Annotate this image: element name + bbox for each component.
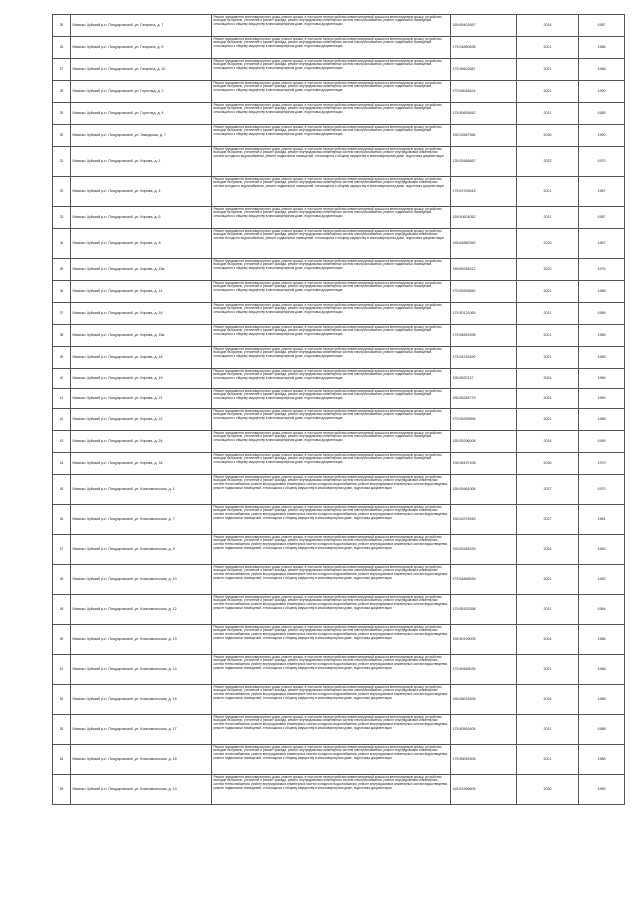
row-number: 33 — [53, 207, 71, 229]
planned-year-cell: 2021 — [517, 303, 579, 325]
cadastral-number-cell: 155:52276945 — [451, 505, 517, 535]
cadastral-number-cell: 175:54691595 — [451, 325, 517, 347]
address-cell: Мамско-Чуйский р-н, Пищукровский, ул. Кирова, д. 21 — [71, 389, 212, 409]
planned-year-cell: 2021 — [517, 81, 579, 103]
cadastral-number-cell: 155:55296008 — [451, 431, 517, 453]
table-row — [53, 281, 625, 303]
planned-year-cell: 2024 — [517, 369, 579, 389]
built-year-cell: 1969 — [579, 431, 625, 453]
works-cell: Ремонт фундамента многоквартирного дома, ремонт крыши, в том числе переустройство невентилируемой крыши на вентилируемую крышу, устройство выходов на кровлю, утепление и ремонт фасада, ремонт внутридомовых инженерных систем электроснабжения, ремонт внутридомовых инженерных систем теплоснабжения, ремонт внутридомовых инженерных систем холодного водоснабжения, ремонт внутридомовых инженерных систем водоотведения, ремонт подвальных помещений, относящихся к общему имуществу в многоквартирном доме, подготовка документации — [212, 715, 451, 745]
table-row — [53, 81, 625, 103]
row-number: 48 — [53, 565, 71, 595]
planned-year-cell: 2021 — [517, 347, 579, 369]
row-number: 29 — [53, 103, 71, 125]
address-cell: Мамско-Чуйский р-н, Пищукровский, ул. Гагарина, д. 7 — [71, 15, 212, 37]
row-number: 55 — [53, 775, 71, 805]
built-year-cell: 1990 — [579, 125, 625, 147]
built-year-cell: 1990 — [579, 81, 625, 103]
document-page — [52, 14, 606, 805]
table-row — [53, 37, 625, 59]
address-cell: Мамско-Чуйский р-н, Пищукровский, ул. Комсомольская, д. 9 — [71, 535, 212, 565]
works-cell: Ремонт фундамента многоквартирного дома, ремонт крыши, в том числе переустройство невентилируемой крыши на вентилируемую крышу, устройство выходов на кровлю, утепление и ремонт фасада, ремонт внутридомовых инженерных систем электроснабжения, ремонт внутридомовых инженерных систем теплоснабжения, ремонт внутридомовых инженерных систем холодного водоснабжения, ремонт внутридомовых инженерных систем водоотведения, ремонт подвальных помещений, относящихся к общему имуществу в многоквартирном доме, подготовка документации — [212, 565, 451, 595]
table-row — [53, 655, 625, 685]
works-cell: Ремонт фундамента многоквартирного дома, ремонт крыши, в том числе переустройство невентилируемой крыши на вентилируемую крышу, устройство выходов на кровлю, утепление и ремонт фасада, ремонт внутридомовых инженерных систем электроснабжения, ремонт внутридомовых инженерных систем холодного водоснабжения, ремонт подвальных помещений, относящихся к общему имуществу в многоквартирном доме, подготовка документации — [212, 177, 451, 207]
row-number: 47 — [53, 535, 71, 565]
works-cell: Ремонт фундамента многоквартирного дома, ремонт крыши, в том числе переустройство невентилируемой крыши на вентилируемую крышу, устройство выходов на кровлю, утепление и ремонт фасада, ремонт внутридомовых инженерных систем электроснабжения, ремонт подвальных помещений, относящихся к общему имуществу в многоквартирном доме, подготовка документации — [212, 59, 451, 81]
row-number: 26 — [53, 37, 71, 59]
address-cell: Мамско-Чуйский р-н, Пищукровский, ул. Кирова, д. 15а — [71, 325, 212, 347]
built-year-cell: 1986 — [579, 59, 625, 81]
row-number: 44 — [53, 453, 71, 475]
works-cell: Ремонт фундамента многоквартирного дома, ремонт крыши, в том числе переустройство невентилируемой крыши на вентилируемую крышу, устройство выходов на кровлю, утепление и ремонт фасада, ремонт внутридомовых инженерных систем электроснабжения, ремонт подвальных помещений, относящихся к общему имуществу в многоквартирном доме, подготовка документации — [212, 37, 451, 59]
works-cell: Ремонт фундамента многоквартирного дома, ремонт крыши, в том числе переустройство невентилируемой крыши на вентилируемую крышу, устройство выходов на кровлю, утепление и ремонт фасада, ремонт внутридомовых инженерных систем электроснабжения, ремонт подвальных помещений, относящихся к общему имуществу в многоквартирном доме, подготовка документации — [212, 369, 451, 389]
planned-year-cell: 2021 — [517, 715, 579, 745]
table-row — [53, 103, 625, 125]
cadastral-number-cell: 175:69488035 — [451, 655, 517, 685]
cadastral-number-cell: 155:92661006 — [451, 475, 517, 505]
built-year-cell: 1989 — [579, 303, 625, 325]
table-row — [53, 207, 625, 229]
planned-year-cell: 2021 — [517, 103, 579, 125]
row-number: 31 — [53, 147, 71, 177]
works-cell: Ремонт фундамента многоквартирного дома, ремонт крыши, в том числе переустройство невентилируемой крыши на вентилируемую крышу, устройство выходов на кровлю, утепление и ремонт фасада, ремонт внутридомовых инженерных систем электроснабжения, ремонт подвальных помещений, относящихся к общему имуществу в многоквартирном доме, подготовка документации — [212, 125, 451, 147]
works-cell: Ремонт фундамента многоквартирного дома, ремонт крыши, в том числе переустройство невентилируемой крыши на вентилируемую крышу, устройство выходов на кровлю, утепление и ремонт фасада, ремонт внутридомовых инженерных систем электроснабжения, ремонт внутридомовых инженерных систем теплоснабжения, ремонт внутридомовых инженерных систем холодного водоснабжения, ремонт внутридомовых инженерных систем водоотведения, ремонт подвальных помещений, относящихся к общему имуществу в многоквартирном доме, подготовка документации — [212, 505, 451, 535]
address-cell: Мамско-Чуйский р-н, Пищукровский, ул. Комсомольская, д. 13 — [71, 625, 212, 655]
table-row — [53, 325, 625, 347]
cadastral-number-cell: 175:04880628 — [451, 37, 517, 59]
built-year-cell: 1987 — [579, 177, 625, 207]
cadastral-number-cell: 175:59064824 — [451, 81, 517, 103]
cadastral-number-cell: 175:50693642 — [451, 103, 517, 125]
table-row — [53, 505, 625, 535]
built-year-cell: 1965 — [579, 369, 625, 389]
works-cell: Ремонт фундамента многоквартирного дома, ремонт крыши, в том числе переустройство невентилируемой крыши на вентилируемую крышу, устройство выходов на кровлю, утепление и ремонт фасада, ремонт внутридомовых инженерных систем электроснабжения, ремонт внутридомовых инженерных систем теплоснабжения, ремонт внутридомовых инженерных систем холодного водоснабжения, ремонт внутридомовых инженерных систем водоотведения, ремонт подвальных помещений, относящихся к общему имуществу в многоквартирном доме, подготовка документации — [212, 595, 451, 625]
row-number: 39 — [53, 347, 71, 369]
built-year-cell: 1965 — [579, 389, 625, 409]
row-number: 28 — [53, 81, 71, 103]
planned-year-cell: 2022 — [517, 147, 579, 177]
row-number: 41 — [53, 389, 71, 409]
planned-year-cell: 2024 — [517, 431, 579, 453]
row-number: 32 — [53, 177, 71, 207]
works-cell: Ремонт фундамента многоквартирного дома, ремонт крыши, в том числе переустройство невентилируемой крыши на вентилируемую крышу, устройство выходов на кровлю, утепление и ремонт фасада, ремонт внутридомовых инженерных систем электроснабжения, ремонт подвальных помещений, относящихся к общему имуществу в многоквартирном доме, подготовка документации — [212, 81, 451, 103]
planned-year-cell: 2030 — [517, 775, 579, 805]
repair-schedule-table — [52, 14, 625, 805]
works-cell: Ремонт фундамента многоквартирного дома, ремонт крыши, в том числе переустройство невентилируемой крыши на вентилируемую крышу, устройство выходов на кровлю, утепление и ремонт фасада, ремонт внутридомовых инженерных систем электроснабжения, ремонт внутридомовых инженерных систем теплоснабжения, ремонт внутридомовых инженерных систем холодного водоснабжения, ремонт внутридомовых инженерных систем водоотведения, ремонт подвальных помещений, относящихся к общему имуществу в многоквартирном доме, подготовка документации — [212, 685, 451, 715]
cadastral-number-cell: 155:5520747 — [451, 369, 517, 389]
table-row — [53, 745, 625, 775]
address-cell: Мамско-Чуйский р-н, Пищукровский, ул. Комсомольская, д. 16 — [71, 685, 212, 715]
row-number: 54 — [53, 745, 71, 775]
address-cell: Мамско-Чуйский р-н, Пищукровский, ул. Комсомольская, д. 7 — [71, 505, 212, 535]
address-cell: Мамско-Чуйский р-н, Пищукровский, ул. Комсомольская, д. 17 — [71, 715, 212, 745]
table-row — [53, 125, 625, 147]
address-cell: Мамско-Чуйский р-н, Пищукровский, ул. Комсомольская, д. 1 — [71, 475, 212, 505]
address-cell: Мамско-Чуйский р-н, Пищукровский, ул. Кирова, д. 24 — [71, 431, 212, 453]
row-number: 36 — [53, 281, 71, 303]
built-year-cell: 1988 — [579, 281, 625, 303]
cadastral-number-cell: 175:55061506 — [451, 745, 517, 775]
table-row — [53, 431, 625, 453]
planned-year-cell: 2030 — [517, 453, 579, 475]
works-cell: Ремонт фундамента многоквартирного дома, ремонт крыши, в том числе переустройство невентилируемой крыши на вентилируемую крышу, устройство выходов на кровлю, утепление и ремонт фасада, ремонт внутридомовых инженерных систем электроснабжения, ремонт подвальных помещений, относящихся к общему имуществу в многоквартирном доме, подготовка документации — [212, 259, 451, 281]
row-number: 25 — [53, 15, 71, 37]
planned-year-cell: 2027 — [517, 505, 579, 535]
works-cell: Ремонт фундамента многоквартирного дома, ремонт крыши, в том числе переустройство невентилируемой крыши на вентилируемую крышу, устройство выходов на кровлю, утепление и ремонт фасада, ремонт внутридомовых инженерных систем электроснабжения, ремонт подвальных помещений, относящихся к общему имуществу в многоквартирном доме, подготовка документации — [212, 431, 451, 453]
cadastral-number-cell: 155:50199005 — [451, 625, 517, 655]
table-row — [53, 369, 625, 389]
address-cell: Мамско-Чуйский р-н, Пищукровский, ул. Горегляд, д. 4 — [71, 103, 212, 125]
address-cell: Мамско-Чуйский р-н, Пищукровский, ул. Гагарина, д. 9 — [71, 37, 212, 59]
cadastral-number-cell: 175:95601687 — [451, 59, 517, 81]
works-cell: Ремонт фундамента многоквартирного дома, ремонт крыши, в том числе переустройство невентилируемой крыши на вентилируемую крышу, устройство выходов на кровлю, утепление и ремонт фасада, ремонт внутридомовых инженерных систем электроснабжения, ремонт внутридомовых инженерных систем теплоснабжения, ремонт внутридомовых инженерных систем холодного водоснабжения, ремонт внутридомовых инженерных систем водоотведения, ремонт подвальных помещений, относящихся к общему имуществу в многоквартирном доме, подготовка документации — [212, 745, 451, 775]
cadastral-number-cell: 175:50935830 — [451, 281, 517, 303]
table-row — [53, 229, 625, 259]
works-cell: Ремонт фундамента многоквартирного дома, ремонт крыши, в том числе переустройство невентилируемой крыши на вентилируемую крышу, устройство выходов на кровлю, утепление и ремонт фасада, ремонт внутридомовых инженерных систем электроснабжения, ремонт подвальных помещений, относящихся к общему имуществу в многоквартирном доме, подготовка документации — [212, 281, 451, 303]
row-number: 34 — [53, 229, 71, 259]
cadastral-number-cell: 175:50121065 — [451, 303, 517, 325]
table-row — [53, 535, 625, 565]
row-number: 53 — [53, 715, 71, 745]
built-year-cell: 1984 — [579, 595, 625, 625]
address-cell: Мамско-Чуйский р-н, Пищукровский, ул. Кирова, д. 18 — [71, 347, 212, 369]
row-number: 40 — [53, 369, 71, 389]
works-cell: Ремонт фундамента многоквартирного дома, ремонт крыши, в том числе переустройство невентилируемой крыши на вентилируемую крышу, устройство выходов на кровлю, утепление и ремонт фасада, ремонт внутридомовых инженерных систем электроснабжения, ремонт внутридомовых инженерных систем холодного водоснабжения, ремонт подвальных помещений, относящихся к общему имуществу в многоквартирном доме, подготовка документации — [212, 147, 451, 177]
works-cell: Ремонт фундамента многоквартирного дома, ремонт крыши, в том числе переустройство невентилируемой крыши на вентилируемую крышу, устройство выходов на кровлю, утепление и ремонт фасада, ремонт внутридомовых инженерных систем электроснабжения, ремонт внутридомовых инженерных систем теплоснабжения, ремонт внутридомовых инженерных систем холодного водоснабжения, ремонт внутридомовых инженерных систем водоотведения, ремонт подвальных помещений, относящихся к общему имуществу в многоквартирном доме, подготовка документации — [212, 625, 451, 655]
works-cell: Ремонт фундамента многоквартирного дома, ремонт крыши, в том числе переустройство невентилируемой крыши на вентилируемую крышу, устройство выходов на кровлю, утепление и ремонт фасада, ремонт внутридомовых инженерных систем электроснабжения, ремонт внутридомовых инженерных систем теплоснабжения, ремонт внутридомовых инженерных систем холодного водоснабжения, ремонт внутридомовых инженерных систем водоотведения, ремонт подвальных помещений, относящихся к общему имуществу в многоквартирном доме, подготовка документации — [212, 655, 451, 685]
table-row — [53, 177, 625, 207]
address-cell: Мамско-Чуйский р-н, Пищукровский, ул. Комсомольская, д. 19 — [71, 775, 212, 805]
cadastral-number-cell: 175:54763490 — [451, 347, 517, 369]
planned-year-cell: 2021 — [517, 37, 579, 59]
table-row — [53, 347, 625, 369]
built-year-cell: 1988 — [579, 745, 625, 775]
built-year-cell: 1987 — [579, 15, 625, 37]
works-cell: Ремонт фундамента многоквартирного дома, ремонт крыши, в том числе переустройство невентилируемой крыши на вентилируемую крышу, устройство выходов на кровлю, утепление и ремонт фасада, ремонт внутридомовых инженерных систем электроснабжения, ремонт подвальных помещений, относящихся к общему имуществу в многоквартирном доме, подготовка документации — [212, 325, 451, 347]
table-row — [53, 715, 625, 745]
built-year-cell: 1982 — [579, 565, 625, 595]
planned-year-cell: 2025 — [517, 229, 579, 259]
table-row — [53, 685, 625, 715]
address-cell: Мамско-Чуйский р-н, Пищукровский, ул. Кирова, д. 19 — [71, 369, 212, 389]
cadastral-number-cell: 175:54868539 — [451, 565, 517, 595]
address-cell: Мамско-Чуйский р-н, Пищукровский, ул. Кирова, д. 8 — [71, 229, 212, 259]
works-cell: Ремонт фундамента многоквартирного дома, ремонт крыши, в том числе переустройство невентилируемой крыши на вентилируемую крышу, устройство выходов на кровлю, утепление и ремонт фасада, ремонт внутридомовых инженерных систем электроснабжения, ремонт внутридомовых инженерных систем теплоснабжения, ремонт внутридомовых инженерных систем холодного водоснабжения, ремонт внутридомовых инженерных систем водоотведения, ремонт подвальных помещений, относящихся к общему имуществу в многоквартирном доме, подготовка документации — [212, 535, 451, 565]
works-cell: Ремонт фундамента многоквартирного дома, ремонт крыши, в том числе переустройство невентилируемой крыши на вентилируемую крышу, устройство выходов на кровлю, утепление и ремонт фасада, ремонт внутридомовых инженерных систем электроснабжения, ремонт внутридомовых инженерных систем холодного водоснабжения, ремонт подвальных помещений, относящихся к общему имуществу в многоквартирном доме, подготовка документации — [212, 229, 451, 259]
row-number: 52 — [53, 685, 71, 715]
planned-year-cell: 2021 — [517, 59, 579, 81]
table-row — [53, 389, 625, 409]
works-cell: Ремонт фундамента многоквартирного дома, ремонт крыши, в том числе переустройство невентилируемой крыши на вентилируемую крышу, устройство выходов на кровлю, утепление и ремонт фасада, ремонт внутридомовых инженерных систем электроснабжения, ремонт подвальных помещений, относящихся к общему имуществу в многоквартирном доме, подготовка документации — [212, 15, 451, 37]
table-row — [53, 775, 625, 805]
table-row — [53, 147, 625, 177]
built-year-cell: 1986 — [579, 625, 625, 655]
works-cell: Ремонт фундамента многоквартирного дома, ремонт крыши, в том числе переустройство невентилируемой крыши на вентилируемую крышу, устройство выходов на кровлю, утепление и ремонт фасада, ремонт внутридомовых инженерных систем электроснабжения, ремонт подвальных помещений, относящихся к общему имуществу в многоквартирном доме, подготовка документации — [212, 103, 451, 125]
works-cell: Ремонт фундамента многоквартирного дома, ремонт крыши, в том числе переустройство невентилируемой крыши на вентилируемую крышу, устройство выходов на кровлю, утепление и ремонт фасада, ремонт внутридомовых инженерных систем электроснабжения, ремонт подвальных помещений, относящихся к общему имуществу в многоквартирном доме, подготовка документации — [212, 303, 451, 325]
table-row — [53, 15, 625, 37]
planned-year-cell: 2030 — [517, 125, 579, 147]
works-cell: Ремонт фундамента многоквартирного дома, ремонт крыши, в том числе переустройство невентилируемой крыши на вентилируемую крышу, устройство выходов на кровлю, утепление и ремонт фасада, ремонт внутридомовых инженерных систем электроснабжения, ремонт внутридомовых инженерных систем теплоснабжения, ремонт внутридомовых инженерных систем холодного водоснабжения, ремонт внутридомовых инженерных систем водоотведения, ремонт подвальных помещений, относящихся к общему имуществу в многоквартирном доме, подготовка документации — [212, 775, 451, 805]
cadastral-number-cell: 155:55283779 — [451, 389, 517, 409]
built-year-cell: 1985 — [579, 103, 625, 125]
planned-year-cell: 2021 — [517, 207, 579, 229]
built-year-cell: 1989 — [579, 775, 625, 805]
cadastral-number-cell: 155:65091826 — [451, 685, 517, 715]
address-cell: Мамско-Чуйский р-н, Пищукровский, ул. Кирова, д. 4 — [71, 177, 212, 207]
built-year-cell: 1988 — [579, 715, 625, 745]
row-number: 50 — [53, 625, 71, 655]
table-body — [53, 15, 625, 805]
address-cell: Мамско-Чуйский р-н, Пищукровский, ул. Кирова, д. 34 — [71, 453, 212, 475]
address-cell: Мамско-Чуйский р-н, Пищукровский, ул. Комсомольская, д. 10 — [71, 565, 212, 595]
planned-year-cell: 2024 — [517, 389, 579, 409]
built-year-cell: 1970 — [579, 147, 625, 177]
address-cell: Мамско-Чуйский р-н, Пищукровский, ул. Комсомольская, д. 14 — [71, 655, 212, 685]
table-row — [53, 259, 625, 281]
address-cell: Мамско-Чуйский р-н, Пищукровский, ул. Горегляд, д. 2 — [71, 81, 212, 103]
planned-year-cell: 2021 — [517, 745, 579, 775]
cadastral-number-cell: 196:36197108 — [451, 453, 517, 475]
cadastral-number-cell: 175:55153398 — [451, 595, 517, 625]
address-cell: Мамско-Чуйский р-н, Пищукровский, ул. Кирова, д. 14 — [71, 281, 212, 303]
planned-year-cell: 2021 — [517, 177, 579, 207]
works-cell: Ремонт фундамента многоквартирного дома, ремонт крыши, в том числе переустройство невентилируемой крыши на вентилируемую крышу, устройство выходов на кровлю, утепление и ремонт фасада, ремонт внутридомовых инженерных систем электроснабжения, ремонт подвальных помещений, относящихся к общему имуществу в многоквартирном доме, подготовка документации — [212, 389, 451, 409]
row-number: 43 — [53, 431, 71, 453]
built-year-cell: 1983 — [579, 535, 625, 565]
address-cell: Мамско-Чуйский р-н, Пищукровский, ул. Гагарина, д. 10 — [71, 59, 212, 81]
table-row — [53, 625, 625, 655]
cadastral-number-cell: 189:69284912 — [451, 259, 517, 281]
built-year-cell: 1985 — [579, 347, 625, 369]
cadastral-number-cell: 135:52684867 — [451, 147, 517, 177]
table-row — [53, 475, 625, 505]
table-row — [53, 303, 625, 325]
row-number: 27 — [53, 59, 71, 81]
built-year-cell: 1987 — [579, 229, 625, 259]
row-number: 38 — [53, 325, 71, 347]
address-cell: Мамско-Чуйский р-н, Пищукровский, ул. Кирова, д. 6 — [71, 207, 212, 229]
cadastral-number-cell: 165:69402697 — [451, 15, 517, 37]
address-cell: Мамско-Чуйский р-н, Пищукровский, ул. Кирова, д. 22 — [71, 409, 212, 431]
cadastral-number-cell: 155:32567966 — [451, 125, 517, 147]
table-row — [53, 409, 625, 431]
row-number: 46 — [53, 505, 71, 535]
planned-year-cell: 2024 — [517, 685, 579, 715]
table-row — [53, 59, 625, 81]
address-cell: Мамско-Чуйский р-н, Пищукровский, ул. Кирова, д. 1 — [71, 147, 212, 177]
works-cell: Ремонт фундамента многоквартирного дома, ремонт крыши, в том числе переустройство невентилируемой крыши на вентилируемую крышу, устройство выходов на кровлю, утепление и ремонт фасада, ремонт внутридомовых инженерных систем электроснабжения, ремонт внутридомовых инженерных систем теплоснабжения, ремонт внутридомовых инженерных систем холодного водоснабжения, ремонт внутридомовых инженерных систем водоотведения, ремонт подвальных помещений, относящихся к общему имуществу в многоквартирном доме, подготовка документации — [212, 475, 451, 505]
planned-year-cell: 2027 — [517, 475, 579, 505]
planned-year-cell: 2021 — [517, 565, 579, 595]
table-row — [53, 565, 625, 595]
address-cell: Мамско-Чуйский р-н, Пищукровский, ул. Кирова, д. 15а — [71, 259, 212, 281]
row-number: 37 — [53, 303, 71, 325]
built-year-cell: 1988 — [579, 685, 625, 715]
cadastral-number-cell: 155:55184025 — [451, 535, 517, 565]
cadastral-number-cell: 175:57293043 — [451, 177, 517, 207]
works-cell: Ремонт фундамента многоквартирного дома, ремонт крыши, в том числе переустройство невентилируемой крыши на вентилируемую крышу, устройство выходов на кровлю, утепление и ремонт фасада, ремонт внутридомовых инженерных систем электроснабжения, ремонт подвальных помещений, относящихся к общему имуществу в многоквартирном доме, подготовка документации — [212, 347, 451, 369]
works-cell: Ремонт фундамента многоквартирного дома, ремонт крыши, в том числе переустройство невентилируемой крыши на вентилируемую крышу, устройство выходов на кровлю, утепление и ремонт фасада, ремонт внутридомовых инженерных систем электроснабжения, ремонт подвальных помещений, относящихся к общему имуществу в многоквартирном доме, подготовка документации — [212, 409, 451, 431]
planned-year-cell: 2024 — [517, 15, 579, 37]
planned-year-cell: 2024 — [517, 535, 579, 565]
planned-year-cell: 2022 — [517, 259, 579, 281]
row-number: 49 — [53, 595, 71, 625]
row-number: 51 — [53, 655, 71, 685]
built-year-cell: 1970 — [579, 475, 625, 505]
row-number: 30 — [53, 125, 71, 147]
built-year-cell: 1976 — [579, 259, 625, 281]
cadastral-number-cell: 175:55299895 — [451, 409, 517, 431]
built-year-cell: 1986 — [579, 655, 625, 685]
table-row — [53, 595, 625, 625]
table-row — [53, 453, 625, 475]
planned-year-cell: 2024 — [517, 625, 579, 655]
address-cell: Мамско-Чуйский р-н, Пищукровский, ул. Кирова, д. 16 — [71, 303, 212, 325]
built-year-cell: 1981 — [579, 505, 625, 535]
planned-year-cell: 2021 — [517, 655, 579, 685]
built-year-cell: 1970 — [579, 453, 625, 475]
works-cell: Ремонт фундамента многоквартирного дома, ремонт крыши, в том числе переустройство невентилируемой крыши на вентилируемую крышу, устройство выходов на кровлю, утепление и ремонт фасада, ремонт внутридомовых инженерных систем электроснабжения, ремонт подвальных помещений, относящихся к общему имуществу в многоквартирном доме, подготовка документации — [212, 453, 451, 475]
row-number: 42 — [53, 409, 71, 431]
address-cell: Мамско-Чуйский р-н, Пищукровский, ул. Комсомольская, д. 12 — [71, 595, 212, 625]
planned-year-cell: 2021 — [517, 325, 579, 347]
built-year-cell: 1987 — [579, 207, 625, 229]
cadastral-number-cell: 175:50561605 — [451, 715, 517, 745]
row-number: 45 — [53, 475, 71, 505]
address-cell: Мамско-Чуйский р-н, Пищукровский, ул. Комсомольская, д. 18 — [71, 745, 212, 775]
planned-year-cell: 2021 — [517, 595, 579, 625]
works-cell: Ремонт фундамента многоквартирного дома, ремонт крыши, в том числе переустройство невентилируемой крыши на вентилируемую крышу, устройство выходов на кровлю, утепление и ремонт фасада, ремонт внутридомовых инженерных систем электроснабжения, ремонт подвальных помещений, относящихся к общему имуществу в многоквартирном доме, подготовка документации — [212, 207, 451, 229]
cadastral-number-cell: 155:64682390 — [451, 229, 517, 259]
built-year-cell: 1986 — [579, 37, 625, 59]
cadastral-number-cell: 159:50624052 — [451, 207, 517, 229]
planned-year-cell: 2021 — [517, 281, 579, 303]
planned-year-cell: 2021 — [517, 409, 579, 431]
row-number: 35 — [53, 259, 71, 281]
built-year-cell: 1985 — [579, 325, 625, 347]
address-cell: Мамско-Чуйский р-н, Пищукровский, ул. Заводская, д. 7 — [71, 125, 212, 147]
cadastral-number-cell: 165:51996605 — [451, 775, 517, 805]
built-year-cell: 1988 — [579, 409, 625, 431]
